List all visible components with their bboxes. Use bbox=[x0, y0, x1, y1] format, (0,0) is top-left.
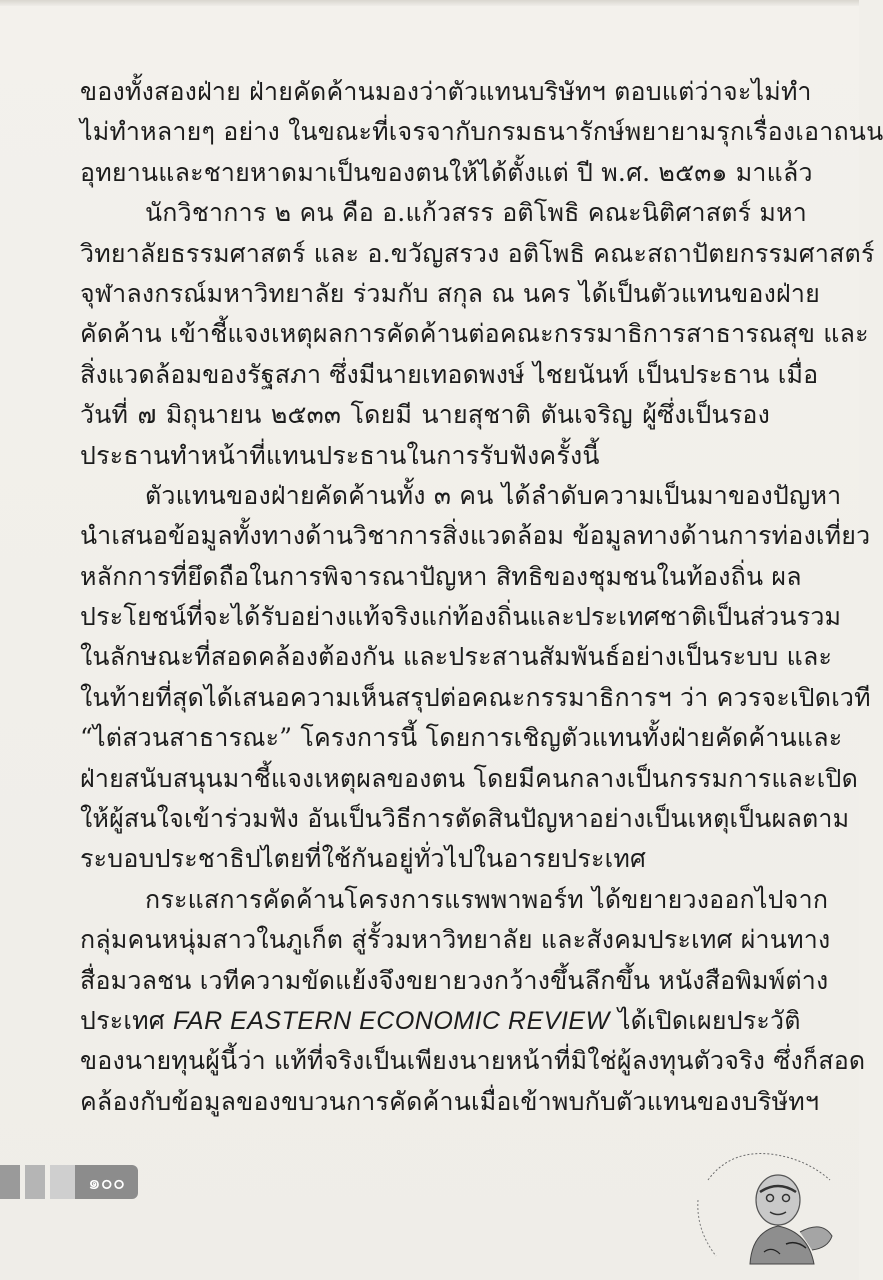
page-number: ๑๐๐ bbox=[75, 1165, 138, 1199]
body-text bbox=[80, 72, 883, 1122]
text-line: อุทยานและชายหาดมาเป็นของตนให้ได้ตั้งแต่ ปี พ.ศ. ๒๕๓๑ มาแล้ว bbox=[80, 157, 813, 187]
text-line: ประโยชน์ที่จะได้รับอย่างแท้จริงแก่ท้องถิ่นและประเทศชาติเป็นส่วนรวม bbox=[80, 602, 842, 632]
text-line: นักวิชาการ ๒ คน คือ อ.แก้วสรร อติโพธิ คณะนิติศาสตร์ มหา bbox=[145, 198, 808, 228]
footer-decor-segment bbox=[25, 1165, 45, 1199]
text-line: วิทยาลัยธรรมศาสตร์ และ อ.ขวัญสรวง อติโพธิ คณะสถาปัตยกรรมศาสตร์ bbox=[80, 238, 875, 268]
text-line: คล้องกับข้อมูลของขบวนการคัดค้านเมื่อเข้าพบกับตัวแทนของบริษัทฯ bbox=[80, 1086, 820, 1116]
text-line: ให้ผู้สนใจเข้าร่วมฟัง อันเป็นวิธีการตัดสินปัญหาอย่างเป็นเหตุเป็นผลตาม bbox=[80, 804, 850, 834]
text-line: ไม่ทำหลายๆ อย่าง ในขณะที่เจรจากับกรมธนารักษ์พยายามรุกเรื่องเอาถนน bbox=[80, 117, 883, 147]
text-line: ระบอบประชาธิปไตยที่ใช้กันอยู่ทั่วไปในอารยประเทศ bbox=[80, 844, 647, 874]
text-line: คัดค้าน เข้าชี้แจงเหตุผลการคัดค้านต่อคณะกรรมาธิการสาธารณสุข และ bbox=[80, 319, 869, 349]
text-segment: ประเทศ bbox=[80, 1005, 165, 1035]
footer-decor-segment bbox=[50, 1165, 75, 1199]
text-line: ตัวแทนของฝ่ายคัดค้านทั้ง ๓ คน ได้ลำดับความเป็นมาของปัญหา bbox=[145, 480, 842, 510]
text-line: นำเสนอข้อมูลทั้งทางด้านวิชาการสิ่งแวดล้อม ข้อมูลทางด้านการท่องเที่ยว bbox=[80, 521, 871, 551]
text-line: ในลักษณะที่สอดคล้องต้องกัน และประสานสัมพันธ์อย่างเป็นระบบ และ bbox=[80, 642, 833, 672]
text-line: ในท้ายที่สุดได้เสนอความเห็นสรุปต่อคณะกรรมาธิการฯ ว่า ควรจะเปิดเวที bbox=[80, 682, 871, 712]
text-line: วันที่ ๗ มิถุนายน ๒๕๓๓ โดยมี นายสุชาติ ตันเจริญ ผู้ซึ่งเป็นรอง bbox=[80, 400, 770, 430]
text-line-mixed bbox=[80, 1001, 801, 1041]
text-line: ประธานทำหน้าที่แทนประธานในการรับฟังครั้งนี้ bbox=[80, 440, 600, 470]
text-line: กระแสการคัดค้านโครงการแรพพาพอร์ท ได้ขยายวงออกไปจาก bbox=[145, 884, 829, 914]
text-line: จุฬาลงกรณ์มหาวิทยาลัย ร่วมกับ สกุล ณ นคร ได้เป็นตัวแทนของฝ่าย bbox=[80, 278, 820, 308]
text-line: “ไต่สวนสาธารณะ” โครงการนี้ โดยการเชิญตัวแทนทั้งฝ่ายคัดค้านและ bbox=[80, 723, 843, 753]
text-line: ของนายทุนผู้นี้ว่า แท้ที่จริงเป็นเพียงนายหน้าที่มิใช่ผู้ลงทุนตัวจริง ซึ่งก็สอด bbox=[80, 1046, 866, 1076]
author-portrait-icon bbox=[690, 1140, 850, 1265]
footer-decor-segment bbox=[0, 1165, 20, 1199]
text-line: สิ่งแวดล้อมของรัฐสภา ซึ่งมีนายเทอดพงษ์ ไชยนันท์ เป็นประธาน เมื่อ bbox=[80, 359, 819, 389]
text-line: สื่อมวลชน เวทีความขัดแย้งจึงขยายวงกว้างขึ้นลึกขึ้น หนังสือพิมพ์ต่าง bbox=[80, 965, 829, 995]
text-line: กลุ่มคนหนุ่มสาวในภูเก็ต สู่รั้วมหาวิทยาลัย และสังคมประเทศ ผ่านทาง bbox=[80, 925, 831, 955]
publication-name: FAR EASTERN ECONOMIC REVIEW bbox=[172, 1006, 610, 1035]
text-line: ฝ่ายสนับสนุนมาชี้แจงเหตุผลของตน โดยมีคนกลางเป็นกรรมการและเปิด bbox=[80, 763, 859, 793]
text-segment: ได้เปิดเผยประวัติ bbox=[617, 1005, 801, 1035]
text-line: หลักการที่ยึดถือในการพิจารณาปัญหา สิทธิของชุมชนในท้องถิ่น ผล bbox=[80, 561, 802, 591]
text-line: ของทั้งสองฝ่าย ฝ่ายคัดค้านมองว่าตัวแทนบริษัทฯ ตอบแต่ว่าจะไม่ทำ bbox=[80, 77, 812, 106]
page-top-edge bbox=[0, 0, 859, 6]
page-footer-bar bbox=[0, 1165, 138, 1199]
